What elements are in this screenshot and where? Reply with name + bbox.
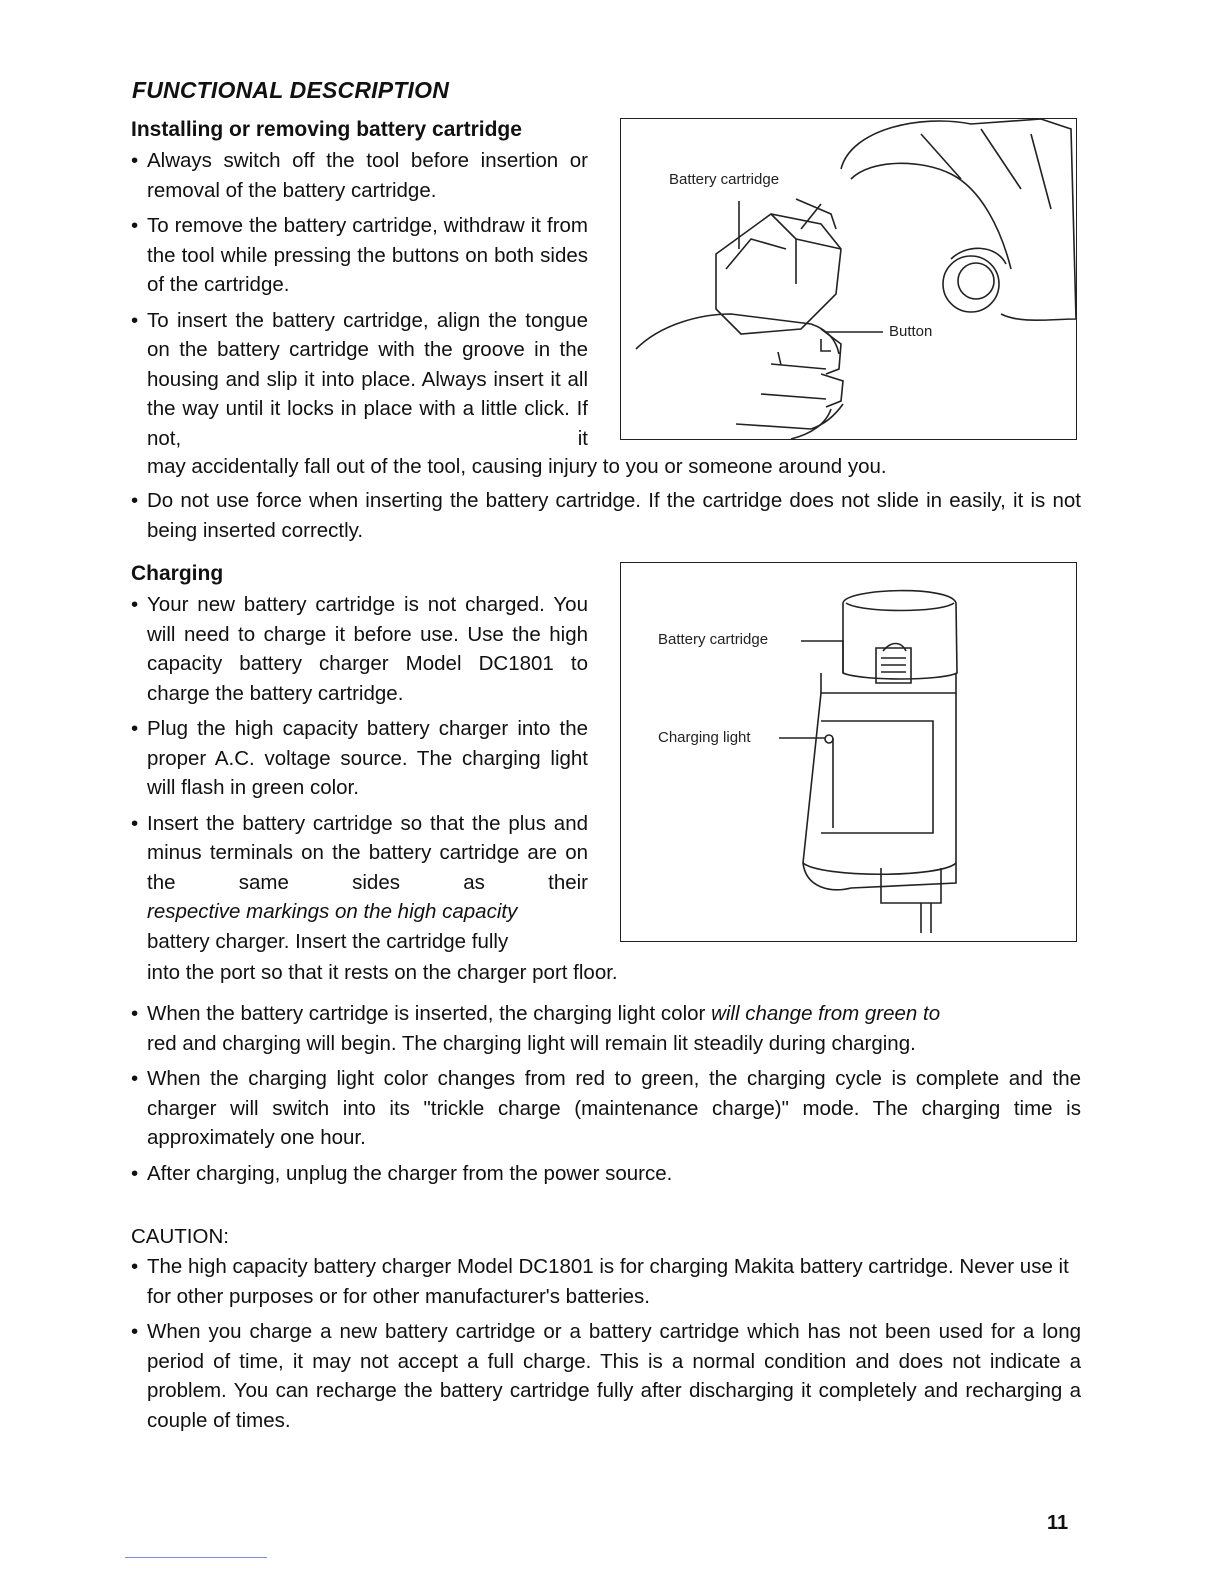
- bullet-icon: •: [131, 717, 139, 740]
- list-item: • Insert the battery cartridge so that the plus and minus terminals on the battery cartridge are on the same sides as their: [131, 809, 588, 898]
- bullet-icon: •: [131, 489, 139, 512]
- caution-heading: CAUTION:: [131, 1225, 229, 1248]
- charging-bullets-narrow: [131, 590, 588, 956]
- charging-bullets-wide: [131, 999, 1081, 1194]
- charger-illustration: [621, 563, 1078, 943]
- list-item: • Always switch off the tool before insertion or removal of the battery cartridge.: [131, 146, 588, 205]
- bullet-icon: •: [131, 1255, 139, 1278]
- installing-bullet-wide: [131, 486, 1081, 551]
- figure-charger: [620, 562, 1077, 942]
- list-item: • When you charge a new battery cartridge or a battery cartridge which has not been used for a long period of time, it may not accept a full charge. This is a normal condition and does not indicate a problem. You can recharge the battery cartridge fully after discharging it completely and recharging a couple of times.: [131, 1317, 1081, 1435]
- bullet-icon: •: [131, 593, 139, 616]
- installing-bullets-narrow: [131, 146, 588, 459]
- bullet-icon: •: [131, 149, 139, 172]
- list-item-continuation: may accidentally fall out of the tool, causing injury to you or someone around you.: [147, 455, 887, 478]
- section-heading-installing: Installing or removing battery cartridge: [131, 118, 522, 141]
- figure-battery-insert: [620, 118, 1077, 440]
- list-item: • To remove the battery cartridge, withdraw it from the tool while pressing the buttons on both sides of the cartridge.: [131, 211, 588, 300]
- page-title: FUNCTIONAL DESCRIPTION: [132, 77, 450, 103]
- list-item: • Plug the high capacity battery charger into the proper A.C. voltage source. The charging light will flash in green color.: [131, 714, 588, 803]
- list-item-continuation: respective markings on the high capacity: [147, 900, 518, 923]
- list-item-continuation: battery charger. Insert the cartridge fully: [147, 929, 509, 953]
- bullet-icon: •: [131, 811, 139, 835]
- figure-label-battery-cartridge: Battery cartridge: [658, 631, 769, 648]
- bullet-icon: •: [131, 1067, 139, 1090]
- list-item: • Do not use force when inserting the battery cartridge. If the cartridge does not slide in easily, it is not being inserted correctly.: [131, 486, 1081, 545]
- section-heading-charging: Charging: [131, 562, 224, 585]
- list-item: • When the charging light color changes from red to green, the charging cycle is complete and the charger will switch into its "trickle charge (maintenance charge)" mode. The charging time is approximately one hour.: [131, 1064, 1081, 1153]
- list-item: • The high capacity battery charger Model DC1801 is for charging Makita battery cartridge. Never use it for other purposes or for other manufacturer's batteries.: [131, 1252, 1081, 1311]
- list-item: • When the battery cartridge is inserted, the charging light color will change from green to red and charging will begin. The charging light will remain lit steadily during charging.: [131, 999, 1081, 1058]
- figure-label-button: Button: [889, 323, 933, 340]
- footer-rule: [125, 1557, 267, 1558]
- page-number: 11: [1047, 1512, 1069, 1534]
- figure-label-charging-light: Charging light: [658, 729, 751, 746]
- bullet-icon: •: [131, 1161, 139, 1185]
- list-item: • Your new battery cartridge is not charged. You will need to charge it before use. Use the high capacity battery charger Model DC1801 to charge the battery cartridge.: [131, 590, 588, 708]
- battery-insert-illustration: [621, 119, 1078, 441]
- list-item-continuation: into the port so that it rests on the charger port floor.: [147, 961, 618, 984]
- caution-bullets: [131, 1252, 1081, 1441]
- bullet-icon: •: [131, 1320, 139, 1343]
- figure-label-battery-cartridge: Battery cartridge: [669, 171, 780, 188]
- list-item: • After charging, unplug the charger from the power source.: [131, 1159, 1081, 1189]
- bullet-icon: •: [131, 214, 139, 237]
- list-item: • To insert the battery cartridge, align the tongue on the battery cartridge with the groove in the housing and slip it into place. Always insert it all the way until it locks in place with a little click. If not, it: [131, 306, 588, 454]
- bullet-icon: •: [131, 308, 139, 332]
- bullet-icon: •: [131, 1002, 139, 1025]
